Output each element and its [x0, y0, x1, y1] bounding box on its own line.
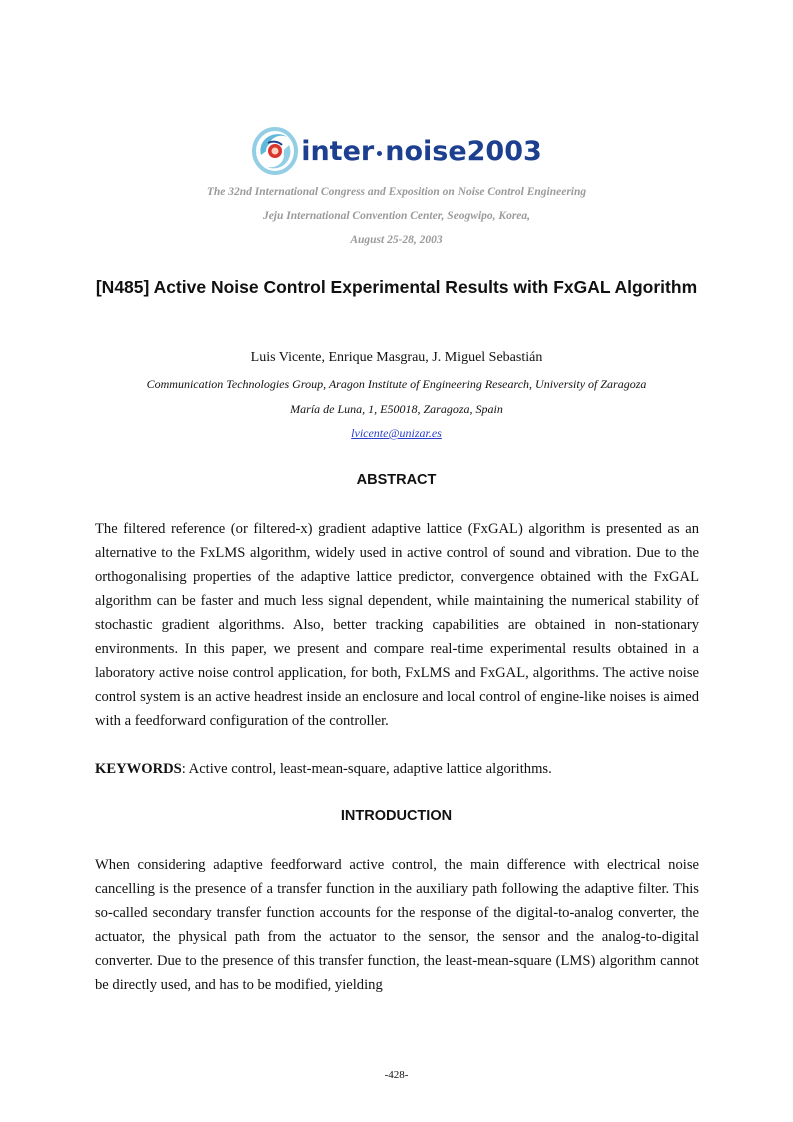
author-address: María de Luna, 1, E50018, Zaragoza, Spain: [290, 402, 503, 416]
page-number: -428-: [384, 1069, 409, 1081]
logo-wordmark: [301, 136, 542, 167]
paper-title: [N485] Active Noise Control Experimental Results with FxGAL Algorithm: [95, 277, 698, 297]
introduction-heading: INTRODUCTION: [340, 808, 453, 824]
email-link[interactable]: lvicente@unizar.es: [351, 426, 442, 440]
logo-word-inter: inter: [301, 135, 375, 167]
swirl-logo-icon: [251, 125, 299, 177]
conference-dates: August 25-28, 2003: [350, 234, 443, 246]
author-email: [0, 426, 793, 441]
logo-separator-dot: [377, 151, 382, 156]
abstract-heading: ABSTRACT: [356, 472, 437, 488]
conference-logo: [0, 122, 793, 180]
introduction-text: When considering adaptive feedforward active control, the main difference with electrical noise cancelling is the presence of a transfer function in the auxiliary path following the adaptive filter. This so-called secondary transfer function accounts for the response of the digital-to-analog converter, the actuator, the physical path from the actuator to the sensor, the sensor and the analog-to-digital converter. Due to the presence of this transfer function, the least-mean-square (LMS) algorithm cannot be directly used, and has to be modified, yielding: [95, 857, 699, 993]
logo-word-noise: noise2003: [385, 135, 542, 167]
keywords-label: KEYWORDS: [95, 761, 182, 777]
author-affiliation: Communication Technologies Group, Aragon Institute of Engineering Research, University of Zaragoza: [146, 377, 647, 391]
abstract-text: The filtered reference (or filtered-x) gradient adaptive lattice (FxGAL) algorithm is presented as an alternative to the FxLMS algorithm, widely used in active control of sound and vibration. Due to the orthogonalising properties of the adaptive lattice predictor, convergence obtained with the FxGAL algorithm can be faster and much less signal dependent, while maintaining the numerical stability of stochastic gradient algorithms. Also, better tracking capabilities are obtained in non-stationary environments. In this paper, we present and compare real-time experimental results obtained in a laboratory active noise control application, for both, FxLMS and FxGAL, algorithms. The active noise control system is an active headrest inside an enclosure and local control of engine-like noises is aimed with a feedforward configuration of the controller.: [95, 521, 699, 729]
conference-name: The 32nd International Congress and Exposition on Noise Control Engineering: [206, 186, 587, 198]
conference-venue: Jeju International Convention Center, Seogwipo, Korea,: [262, 210, 531, 222]
keywords-line: [95, 757, 699, 781]
keywords-text: : Active control, least-mean-square, adaptive lattice algorithms.: [181, 761, 552, 777]
paper-authors: Luis Vicente, Enrique Masgrau, J. Miguel Sebastián: [250, 350, 543, 365]
